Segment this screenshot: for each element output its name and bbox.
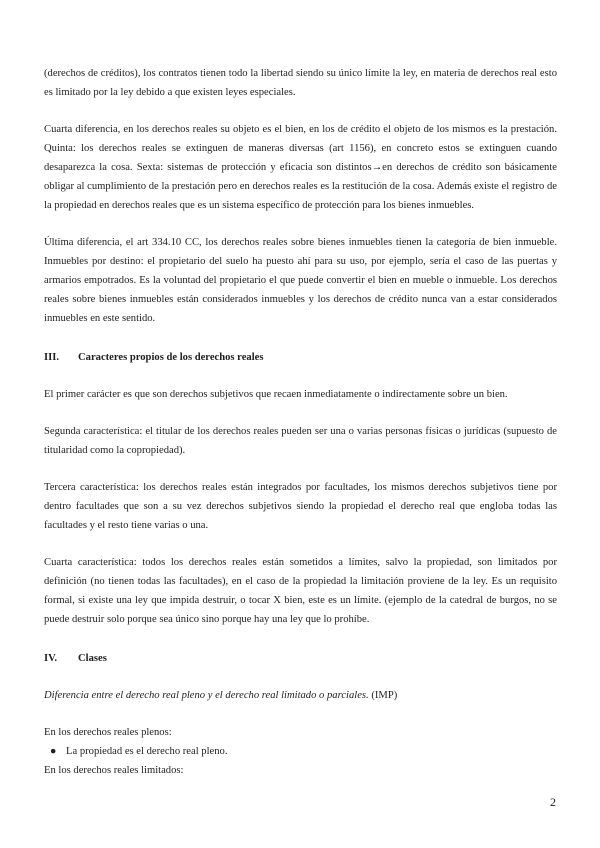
section-title: Clases	[78, 653, 107, 664]
paragraph-cuarta-caracteristica: Cuarta característica: todos los derechos reales están sometidos a límites, salvo la propiedad, son limitados por definición (no tienen todas las facultades), en el caso de la propiedad la limitación proviene de la ley. Es un requisito formal, si existe una ley que impida destruir, o tocar X bien, este es un límite. (ejemplo de la catedral de burgos, no se puede destruir solo porque sea único sino porque hay una ley que lo prohíbe.	[44, 557, 557, 625]
list-item	[44, 742, 557, 761]
paragraph-cuarta-diferencia: Cuarta diferencia, en los derechos reales su objeto es el bien, en los de crédito el objeto de los mismos es la prestación. Quinta: los derechos reales se extinguen de maneras diversas (art 1156), en concreto estos se extinguen cuando desaparezca la cosa. Sexta: sistemas de protección y eficacia son distintos→en derechos de crédito son básicamente obligar al cumplimiento de la prestación pero en derechos reales es la restitución de la cosa. Además existe el registro de la propiedad en derechos reales que es un sistema específico de protección para los bienes inmuebles.	[44, 124, 557, 211]
page-content	[44, 64, 557, 780]
section-number: IV.	[44, 653, 58, 664]
paragraph-ultima-diferencia: Última diferencia, el art 334.10 CC, los derechos reales sobre bienes inmuebles tienen la categoría de bien inmueble. Inmuebles por destino: el propietario del suelo ha puesto ahí para su uso, por ejemplo, sería el caso de las puertas y armarios empotrados. Es la voluntad del propietario el que puede convertir el bien en mueble o inmueble. Los derechos reales sobre bienes inmuebles están considerados inmuebles y los derechos de crédito nunca van a estar considerados inmuebles en este sentido.	[44, 237, 557, 324]
subtitle-tag: (IMP)	[371, 690, 398, 701]
paragraph-reales-limitados: En los derechos reales limitados:	[44, 765, 184, 776]
section-title: Caracteres propios de los derechos reales	[78, 352, 264, 363]
page-number: 2	[550, 795, 556, 809]
paragraph-reales-plenos: En los derechos reales plenos:	[44, 727, 172, 738]
subtitle-italic-text: Diferencia entre el derecho real pleno y el derecho real limitado o parciales.	[44, 690, 369, 701]
paragraph-creditos: (derechos de créditos), los contratos tienen todo la libertad siendo su único límite la ley, en materia de derechos real esto es limitado por la ley debido a que existen leyes especiales.	[44, 68, 557, 98]
bullet-list	[44, 742, 557, 761]
section-heading-caracteres	[44, 348, 557, 367]
list-item-text: La propiedad es el derecho real pleno.	[66, 746, 228, 757]
paragraph-primer-caracter: El primer carácter es que son derechos subjetivos que recaen inmediatamente o indirectamente sobre un bien.	[44, 389, 508, 400]
paragraph-segunda-caracteristica: Segunda característica: el titular de los derechos reales pueden ser una o varias personas físicas o jurídicas (supuesto de titularidad como la copropiedad).	[44, 426, 557, 456]
section-number: III.	[44, 352, 60, 363]
subtitle-diferencia	[44, 686, 557, 705]
section-heading-clases	[44, 649, 557, 668]
bullet-icon: ●	[50, 746, 57, 757]
paragraph-tercera-caracteristica: Tercera característica: los derechos reales están integrados por facultades, los mismos derechos subjetivos tiene por dentro facultades que son a su vez derechos subjetivos siendo la propiedad el derecho real que engloba todas las facultades y el resto tiene varias o una.	[44, 482, 557, 531]
